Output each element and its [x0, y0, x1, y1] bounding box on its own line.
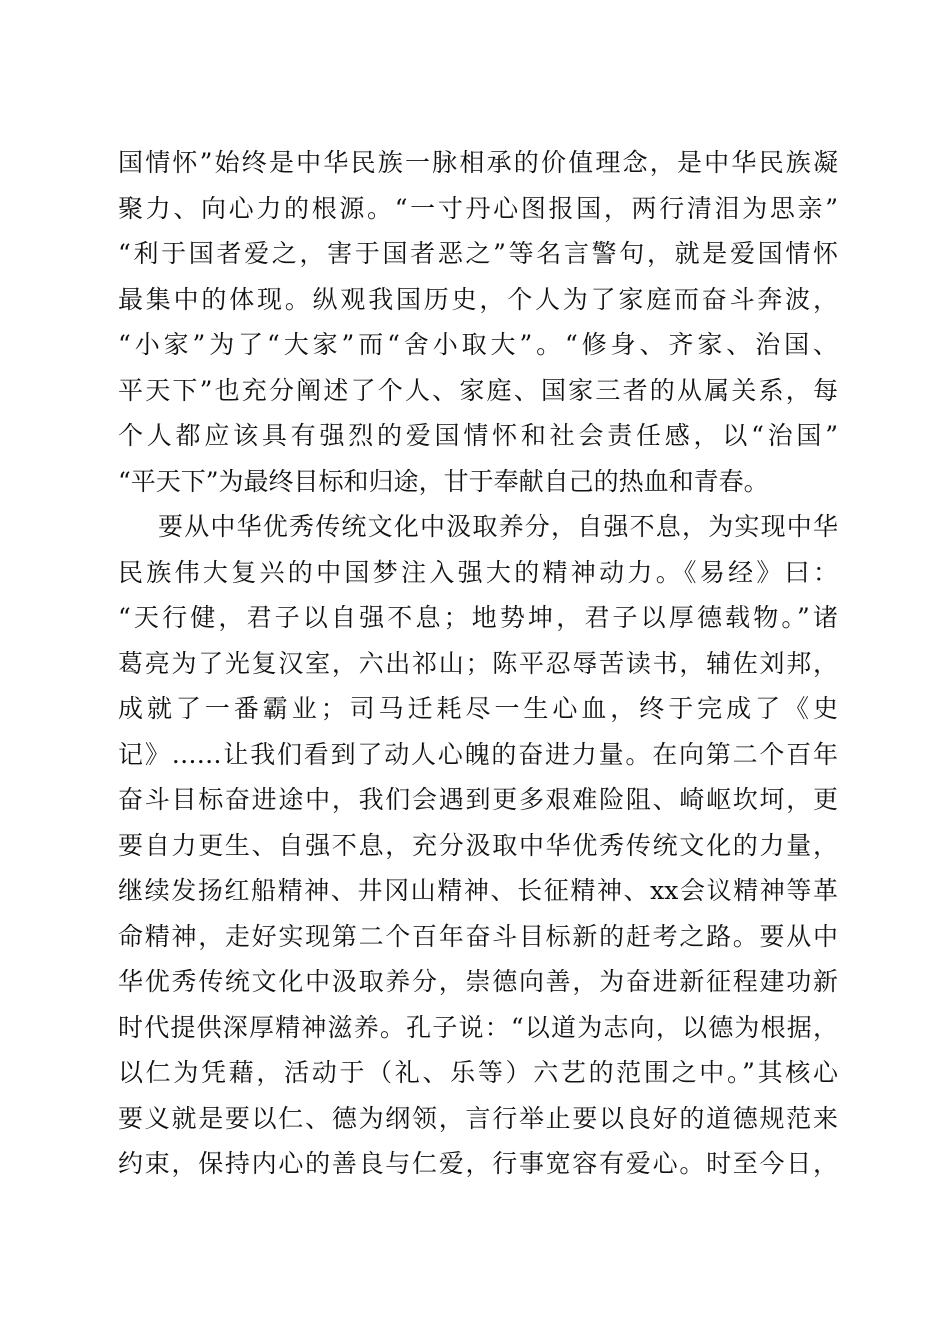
text-line: “天行健，君子以自强不息；地势坤，君子以厚德载物。”诸 [118, 603, 838, 632]
text-line: 时代提供深厚精神滋养。孔子说：“以道为志向，以德为根据， [118, 1012, 838, 1042]
text-line: 最集中的体现。纵观我国历史，个人为了家庭而奋斗奔波， [118, 284, 838, 314]
text-line: 个人都应该具有强烈的爱国情怀和社会责任感，以“治国” [118, 421, 838, 450]
text-line: 继续发扬红船精神、井冈山精神、长征精神、xx会议精神等革 [118, 876, 838, 905]
text-line: 要义就是要以仁、德为纲领，言行举止要以良好的道德规范来 [118, 1103, 838, 1133]
text-line: 华优秀传统文化中汲取养分，崇德向善，为奋进新征程建功新 [118, 967, 838, 996]
text-line: “小家”为了“大家”而“舍小取大”。“修身、齐家、治国、 [118, 330, 838, 359]
text-line: 成就了一番霸业；司马迁耗尽一生心血，终于完成了《史 [118, 694, 838, 723]
body-text [118, 140, 838, 1187]
text-line: 葛亮为了光复汉室，六出祁山；陈平忍辱苦读书，辅佐刘邦， [118, 648, 838, 678]
text-line: 记》……让我们看到了动人心魄的奋进力量。在向第二个百年 [118, 739, 838, 769]
text-line: 平天下”也充分阐述了个人、家庭、国家三者的从属关系，每 [118, 375, 838, 405]
text-line: 以仁为凭藉，活动于（礼、乐等）六艺的范围之中。”其核心 [118, 1058, 838, 1087]
text-line: 要自力更生、自强不息，充分汲取中华优秀传统文化的力量， [118, 830, 838, 860]
text-line: 奋斗目标奋进途中，我们会遇到更多艰难险阻、崎岖坎坷，更 [118, 785, 838, 814]
text-line: 约束，保持内心的善良与仁爱，行事宽容有爱心。时至今日， [118, 1149, 838, 1178]
text-line: 命精神，走好实现第二个百年奋斗目标新的赶考之路。要从中 [118, 921, 838, 951]
text-line: 国情怀”始终是中华民族一脉相承的价值理念，是中华民族凝 [118, 148, 838, 177]
text-line: 民族伟大复兴的中国梦注入强大的精神动力。《易经》曰： [118, 557, 838, 587]
text-line: “利于国者爱之，害于国者恶之”等名言警句，就是爱国情怀 [118, 239, 838, 268]
paragraph-first-line: 要从中华优秀传统文化中汲取养分，自强不息，为实现中华 [158, 512, 838, 541]
text-line: “平天下”为最终目标和归途，甘于奉献自己的热血和青春。 [118, 466, 769, 496]
text-line: 聚力、向心力的根源。“一寸丹心图报国，两行清泪为思亲” [118, 193, 838, 223]
